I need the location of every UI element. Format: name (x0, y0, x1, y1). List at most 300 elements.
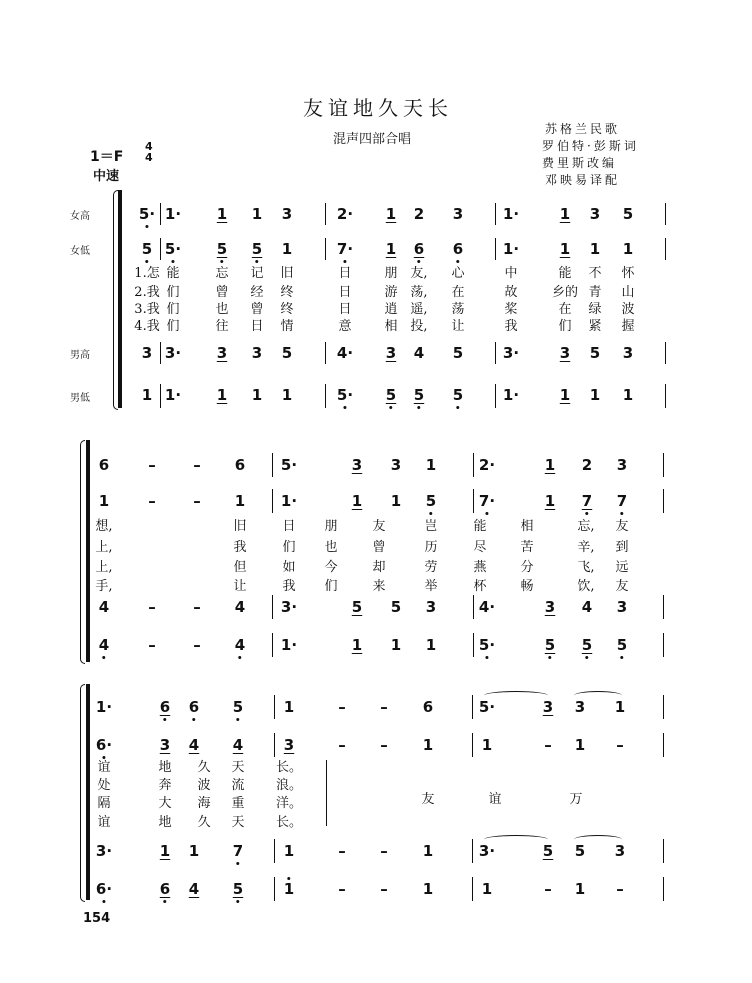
lyric-syllable: 忘 (215, 266, 229, 281)
system-bracket-line (86, 440, 90, 662)
bass-note: 1 (574, 880, 586, 898)
soprano-note: 3 (542, 698, 554, 716)
lyric-syllable: 逍 (384, 302, 398, 317)
tenor-note: 1 (422, 842, 434, 860)
lyric-syllable: 们 (558, 319, 572, 334)
lyric-syllable: 曾 (215, 285, 229, 300)
barline (325, 203, 326, 225)
lyric-syllable: 3.我 (134, 302, 160, 317)
lyric-syllable: 4.我 (134, 319, 160, 334)
tenor-note: 3 (614, 842, 626, 860)
lyric-syllable: 们 (166, 285, 180, 300)
alto-note: 6 (452, 240, 464, 258)
tenor-note: 3· (502, 344, 520, 362)
lyric-syllable: 苦 (520, 540, 534, 555)
lyric-syllable: 地 (158, 760, 172, 775)
credit-line: 邓映易译配 (545, 173, 621, 187)
alto-note: 1 (281, 240, 293, 258)
lyric-syllable: 们 (166, 302, 180, 317)
barline (160, 203, 161, 225)
soprano-note: 1· (95, 698, 113, 716)
lyric-syllable: 游 (384, 285, 398, 300)
tenor-note: – (148, 598, 156, 616)
soprano-note: – (148, 456, 156, 474)
soprano-note: 1 (544, 456, 556, 474)
soprano-note: 6 (234, 456, 246, 474)
soprano-note: 1· (164, 205, 182, 223)
barline (160, 238, 161, 260)
tenor-note: 3 (425, 598, 437, 616)
bass-note: 1 (141, 386, 153, 404)
lyric-syllable: 来 (372, 579, 386, 594)
lyric-syllable: 想, (95, 519, 113, 534)
tenor-note: – (338, 842, 346, 860)
lyric-syllable: 畅 (520, 579, 534, 594)
bass-note: 4 (188, 880, 200, 898)
lyric-syllable: 谊 (488, 792, 502, 807)
lyric-syllable: 旧 (233, 519, 247, 534)
lyric-syllable: 手, (95, 579, 113, 594)
lyric-syllable: 朋 (324, 519, 338, 534)
lyric-syllable: 流 (231, 778, 245, 793)
part-label: 女高 (70, 211, 90, 222)
barline (272, 489, 273, 513)
lyric-syllable: 终 (280, 302, 294, 317)
barline (274, 839, 275, 863)
barline (495, 342, 496, 364)
tenor-note: 3 (251, 344, 263, 362)
lyric-syllable: 情 (280, 319, 294, 334)
lyric-syllable: 长。 (275, 760, 303, 775)
tempo-marking: 中速 (93, 169, 120, 184)
tenor-note: 4 (234, 598, 246, 616)
part-label: 女低 (70, 246, 90, 257)
lyric-syllable: 久 (197, 815, 211, 830)
tenor-note: 4 (98, 598, 110, 616)
soprano-note: 5· (478, 698, 496, 716)
alto-note: 7· (478, 492, 496, 510)
soprano-note: 2 (581, 456, 593, 474)
lyric-syllable: 处 (97, 778, 111, 793)
barline (325, 238, 326, 260)
lyric-syllable: 天 (231, 815, 245, 830)
lyric-syllable: 海 (197, 796, 211, 811)
soprano-note: 2 (413, 205, 425, 223)
tenor-note: 5 (390, 598, 402, 616)
alto-note: 3 (159, 736, 171, 754)
tenor-note: 3 (622, 344, 634, 362)
barline (473, 453, 474, 477)
bass-note: 6 (159, 880, 171, 898)
alto-note: 3 (283, 736, 295, 754)
alto-note: 7 (581, 492, 593, 510)
lyric-syllable: 饮, (577, 579, 595, 594)
lyric-syllable: 紧 (588, 319, 602, 334)
lyric-syllable: 曾 (372, 540, 386, 555)
lyric-syllable: 日 (338, 285, 352, 300)
lyric-syllable: 能 (166, 266, 180, 281)
lyric-syllable: 到 (615, 540, 629, 555)
lyric-syllable: 在 (451, 285, 465, 300)
barline (663, 839, 664, 863)
barline (272, 633, 273, 657)
tenor-note: 5 (452, 344, 464, 362)
soprano-note: 2· (478, 456, 496, 474)
bass-note: 1· (502, 386, 520, 404)
bass-note: – (338, 880, 346, 898)
lyric-syllable: 们 (324, 579, 338, 594)
bass-note: 6· (95, 880, 113, 898)
bass-note: 5· (478, 636, 496, 654)
tenor-note: 3· (164, 344, 182, 362)
alto-note: 1 (390, 492, 402, 510)
bass-note: 5 (616, 636, 628, 654)
bass-note: 5 (544, 636, 556, 654)
lyric-syllable: 日 (338, 302, 352, 317)
lyric-syllable: 忘, (577, 519, 595, 534)
soprano-note: – (193, 456, 201, 474)
tenor-note: 4· (478, 598, 496, 616)
alto-note: 5 (251, 240, 263, 258)
lyric-syllable: 也 (324, 540, 338, 555)
tenor-note: 7 (232, 842, 244, 860)
lyric-syllable: 举 (424, 579, 438, 594)
system-bracket-line (118, 190, 122, 408)
bass-note: 4 (98, 636, 110, 654)
lyric-syllable: 万 (569, 792, 583, 807)
barline (325, 384, 326, 408)
alto-note: 1 (481, 736, 493, 754)
soprano-note: 1 (216, 205, 228, 223)
lyric-syllable: 谊 (97, 815, 111, 830)
lyric-syllable: 友 (372, 519, 386, 534)
lyric-syllable: 大 (158, 796, 172, 811)
lyric-syllable: 乡的 (551, 285, 579, 300)
alto-note: 5 (141, 240, 153, 258)
slur-mark (574, 691, 622, 700)
lyric-syllable: 日 (250, 319, 264, 334)
credit-line: 罗伯特·彭斯词 (542, 139, 639, 153)
alto-note: 4 (232, 736, 244, 754)
alto-note: 4 (188, 736, 200, 754)
bass-note: 1 (281, 386, 293, 404)
tenor-note: 3 (544, 598, 556, 616)
alto-note: 5 (425, 492, 437, 510)
time-signature-bottom: 4 (145, 151, 153, 164)
lyric-syllable: 荡 (451, 302, 465, 317)
tenor-note: 5 (542, 842, 554, 860)
soprano-note: 3 (390, 456, 402, 474)
barline (663, 877, 664, 901)
barline (665, 238, 666, 260)
bass-note: 5 (232, 880, 244, 898)
tenor-note: 5 (574, 842, 586, 860)
lyric-syllable: 友 (615, 519, 629, 534)
tenor-note: 3· (95, 842, 113, 860)
barline (473, 489, 474, 513)
soprano-note: – (380, 698, 388, 716)
soprano-note: 3 (452, 205, 464, 223)
bass-note: 1 (422, 880, 434, 898)
lyric-syllable: 旧 (280, 266, 294, 281)
alto-note: – (616, 736, 624, 754)
lyric-syllable: 今 (324, 560, 338, 575)
bass-note: 4 (234, 636, 246, 654)
time-signature-top: 4 (145, 140, 153, 153)
bass-note: 1 (283, 880, 295, 898)
alto-note: 6· (95, 736, 113, 754)
lyric-syllable: 远 (615, 560, 629, 575)
lyric-syllable: 故 (504, 285, 518, 300)
lyric-syllable: 让 (233, 579, 247, 594)
barline (473, 595, 474, 619)
lyric-syllable: 但 (233, 560, 247, 575)
tenor-note: 5 (351, 598, 363, 616)
tenor-note: 5 (281, 344, 293, 362)
lyric-syllable: 朋 (384, 266, 398, 281)
bass-note: – (193, 636, 201, 654)
lyric-syllable: 上, (95, 560, 113, 575)
lyric-syllable: 如 (282, 560, 296, 575)
lyric-syllable: 隔 (97, 796, 111, 811)
barline (663, 695, 664, 719)
barline (473, 633, 474, 657)
barline (272, 453, 273, 477)
lyric-syllable: 尽 (473, 540, 487, 555)
lyric-syllable: 杯 (473, 579, 487, 594)
bass-note: 1· (280, 636, 298, 654)
lyric-syllable: 能 (473, 519, 487, 534)
lyric-syllable: 不 (588, 266, 602, 281)
bass-note: – (380, 880, 388, 898)
barline (663, 489, 664, 513)
lyric-syllable: 们 (166, 319, 180, 334)
soprano-note: 5 (622, 205, 634, 223)
lyric-syllable: 心 (451, 266, 465, 281)
alto-note: – (338, 736, 346, 754)
bass-note: 1 (425, 636, 437, 654)
bass-note: 1 (351, 636, 363, 654)
system-bracket (80, 684, 85, 902)
lyric-syllable: 相 (520, 519, 534, 534)
alto-note: – (193, 492, 201, 510)
soprano-note: 1 (559, 205, 571, 223)
tenor-note: 4 (581, 598, 593, 616)
lyric-syllable: 荡, (410, 285, 428, 300)
bass-note: 5 (581, 636, 593, 654)
lyric-syllable: 我 (504, 319, 518, 334)
lyric-syllable: 中 (504, 266, 518, 281)
bass-note: 1 (216, 386, 228, 404)
lyric-syllable: 友 (421, 792, 435, 807)
song-subtitle: 混声四部合唱 (333, 132, 412, 147)
alto-note: 7· (336, 240, 354, 258)
bass-note: 1 (481, 880, 493, 898)
credit-line: 苏格兰民歌 (545, 122, 621, 136)
soprano-note: 5· (138, 205, 156, 223)
alto-note: 1 (559, 240, 571, 258)
barline (325, 342, 326, 364)
lyric-syllable: 1.怎 (134, 266, 160, 281)
alto-note: 5· (164, 240, 182, 258)
lyric-syllable: 意 (338, 319, 352, 334)
system-bracket (80, 440, 85, 664)
system-bracket-line (86, 684, 90, 900)
lyric-syllable: 却 (372, 560, 386, 575)
lyric-syllable: 波 (621, 302, 635, 317)
lyric-syllable: 友, (410, 266, 428, 281)
soprano-note: 6 (188, 698, 200, 716)
barline (472, 733, 473, 757)
lyric-syllable: 浪。 (275, 778, 303, 793)
soprano-note: 1 (425, 456, 437, 474)
lyric-syllable: 奔 (158, 778, 172, 793)
soprano-note: 2· (336, 205, 354, 223)
lyric-syllable: 日 (338, 266, 352, 281)
bass-note: 1 (251, 386, 263, 404)
alto-note: 6 (413, 240, 425, 258)
alto-note: – (148, 492, 156, 510)
soprano-note: 6 (422, 698, 434, 716)
lyric-syllable: 遥, (410, 302, 428, 317)
lyric-syllable: 岂 (424, 519, 438, 534)
tenor-note: 1 (188, 842, 200, 860)
alto-note: 1 (234, 492, 246, 510)
lyric-syllable: 曾 (250, 302, 264, 317)
barline (665, 342, 666, 364)
tenor-note: – (380, 842, 388, 860)
lyric-syllable: 我 (282, 579, 296, 594)
barline (274, 877, 275, 901)
slur-mark (574, 835, 622, 844)
lyric-syllable: 在 (558, 302, 572, 317)
bass-note: – (148, 636, 156, 654)
soprano-note: 1 (614, 698, 626, 716)
alto-note: 1 (385, 240, 397, 258)
barline (663, 633, 664, 657)
alto-note: 1 (351, 492, 363, 510)
bass-note: 1 (390, 636, 402, 654)
soprano-note: 3 (589, 205, 601, 223)
soprano-note: 1· (502, 205, 520, 223)
alto-note: 1· (280, 492, 298, 510)
lyric-syllable: 经 (250, 285, 264, 300)
soprano-note: 1 (283, 698, 295, 716)
lyric-syllable: 绿 (588, 302, 602, 317)
tenor-note: 3 (385, 344, 397, 362)
part-label: 男高 (70, 350, 90, 361)
lyric-syllable: 分 (520, 560, 534, 575)
lyric-syllable: 飞, (577, 560, 595, 575)
tenor-note: 1 (283, 842, 295, 860)
soprano-note: 1 (251, 205, 263, 223)
bass-note: 5 (413, 386, 425, 404)
tenor-note: – (193, 598, 201, 616)
barline (665, 384, 666, 408)
lyric-syllable: 山 (621, 285, 635, 300)
barline (495, 384, 496, 408)
lyric-syllable: 投, (410, 319, 428, 334)
tenor-note: 3 (216, 344, 228, 362)
lyric-syllable: 上, (95, 540, 113, 555)
lyric-syllable: 天 (231, 760, 245, 775)
credit-line: 费里斯改编 (542, 156, 618, 170)
lyric-syllable: 久 (197, 760, 211, 775)
tenor-note: 3· (280, 598, 298, 616)
lyric-syllable: 青 (588, 285, 602, 300)
alto-note: – (544, 736, 552, 754)
barline (663, 595, 664, 619)
lyric-syllable: 重 (231, 796, 245, 811)
lyric-syllable: 握 (621, 319, 635, 334)
barline (272, 595, 273, 619)
alto-note: 1· (502, 240, 520, 258)
part-label: 男低 (70, 393, 90, 404)
barline (472, 839, 473, 863)
alto-note: 1 (422, 736, 434, 754)
barline (274, 695, 275, 719)
lyric-syllable: 往 (215, 319, 229, 334)
tenor-note: 3· (478, 842, 496, 860)
bass-note: 1 (559, 386, 571, 404)
lyric-bracket (326, 760, 327, 826)
lyric-syllable: 友 (615, 579, 629, 594)
tenor-note: 4 (413, 344, 425, 362)
tenor-note: 3 (559, 344, 571, 362)
bass-note: – (616, 880, 624, 898)
lyric-syllable: 洋。 (275, 796, 303, 811)
bass-note: 1 (622, 386, 634, 404)
lyric-syllable: 让 (451, 319, 465, 334)
soprano-note: – (338, 698, 346, 716)
lyric-syllable: 长。 (275, 815, 303, 830)
alto-note: 1 (98, 492, 110, 510)
alto-note: 1 (589, 240, 601, 258)
soprano-note: 3 (616, 456, 628, 474)
barline (160, 342, 161, 364)
lyric-syllable: 终 (280, 285, 294, 300)
bass-note: 1· (164, 386, 182, 404)
lyric-syllable: 劳 (424, 560, 438, 575)
lyric-syllable: 谊 (97, 760, 111, 775)
barline (495, 203, 496, 225)
soprano-note: 5 (232, 698, 244, 716)
key-signature: 1＝F (90, 149, 124, 165)
lyric-syllable: 我 (233, 540, 247, 555)
tenor-note: 3 (141, 344, 153, 362)
song-title: 友谊地久天长 (303, 96, 453, 120)
barline (495, 238, 496, 260)
soprano-note: 3 (281, 205, 293, 223)
barline (472, 695, 473, 719)
page-number: 154 (83, 911, 111, 926)
lyric-syllable: 历 (424, 540, 438, 555)
lyric-syllable: 2.我 (134, 285, 160, 300)
alto-note: 1 (622, 240, 634, 258)
bass-note: 5 (452, 386, 464, 404)
barline (160, 384, 161, 408)
bass-note: 5 (385, 386, 397, 404)
soprano-note: 3 (574, 698, 586, 716)
barline (472, 877, 473, 901)
barline (665, 203, 666, 225)
soprano-note: 3 (351, 456, 363, 474)
soprano-note: 1 (385, 205, 397, 223)
bass-note: – (544, 880, 552, 898)
tenor-note: 3 (616, 598, 628, 616)
slur-mark (484, 691, 548, 700)
lyric-syllable: 怀 (621, 266, 635, 281)
